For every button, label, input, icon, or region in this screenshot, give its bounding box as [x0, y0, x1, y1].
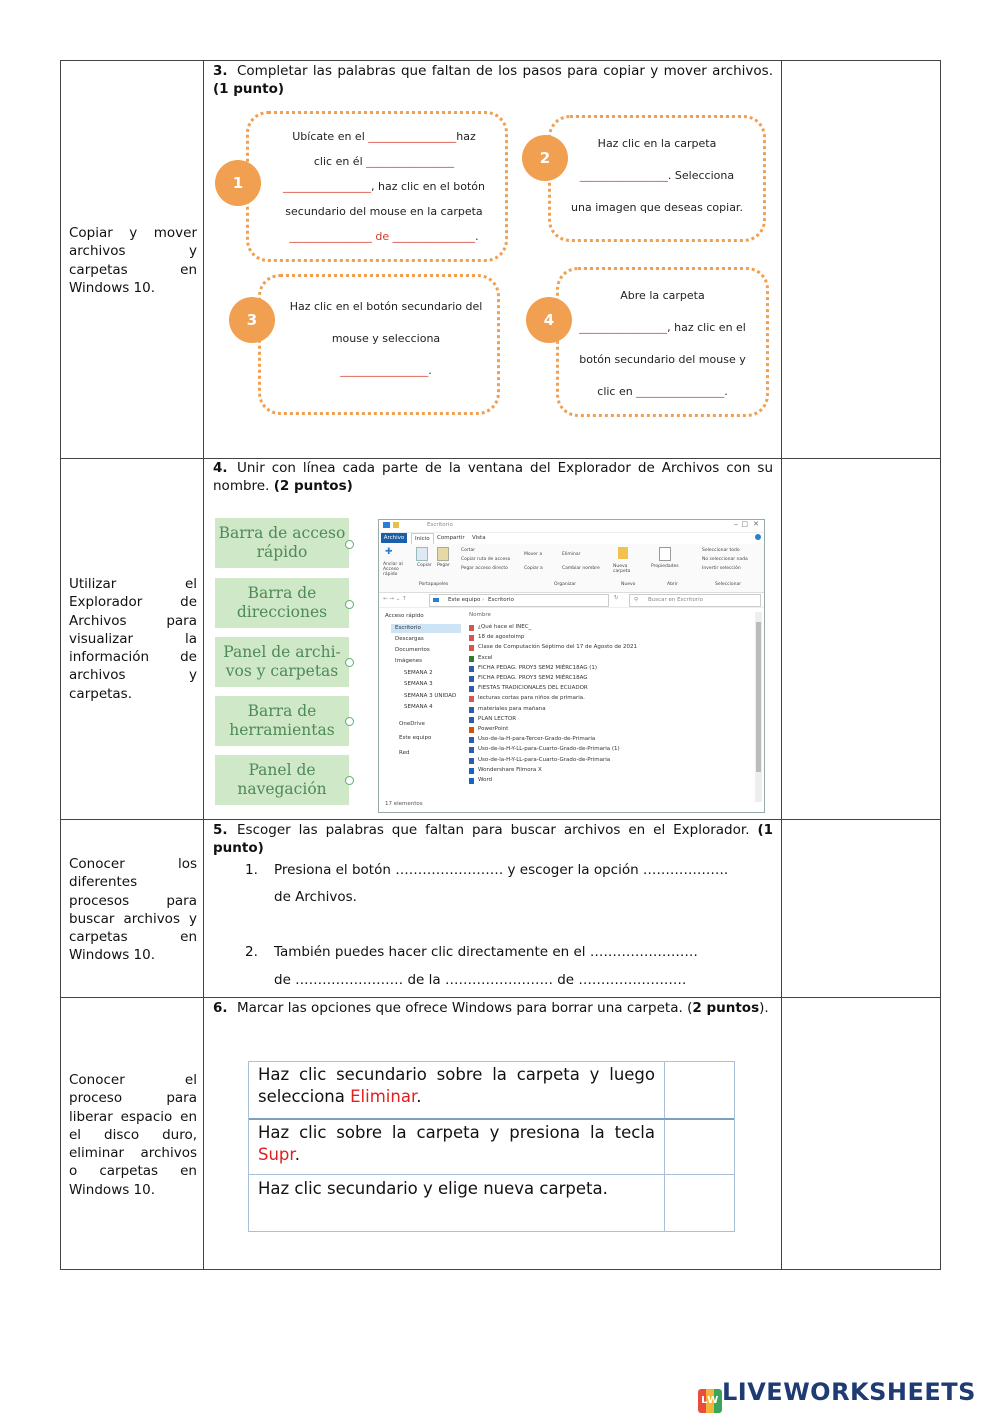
navigation-pane — [379, 609, 459, 799]
ribbon: ✚ Anclar al Acceso rápido Copiar Pegar Cortar Copiar ruta de acceso Pegar acceso directo Portapapeles Mover a Copiar a Eliminar Cambiar nombre Organizar Nueva carpeta Nuevo Propiedades Abrir Seleccionar todo No seleccionar nada Invertir selección Seleccionar — [379, 544, 764, 593]
step-1-blank-2[interactable]: ________________ — [366, 155, 455, 168]
close-icon: ✕ — [753, 520, 759, 528]
liveworksheets-logo: LW LIVEWORKSHEETS — [698, 1378, 976, 1413]
properties-icon — [659, 547, 671, 561]
file-icon — [469, 727, 474, 733]
column-divider-1 — [203, 61, 204, 1269]
file-name: FIESTAS TRADICIONALES DEL ECUADOR — [478, 685, 588, 692]
file-name: 18 de agostoimp — [478, 634, 525, 641]
step-1-blank-3[interactable]: ________________ — [283, 180, 372, 193]
file-name: lecturas cortas para niños de primaria. — [478, 695, 585, 702]
option-3-text: Haz clic secundario y elige nueva carpeta. — [258, 1179, 608, 1198]
nav-item[interactable]: SEMANA 2 — [404, 670, 433, 676]
brand-mark: LW — [698, 1389, 722, 1413]
file-list-pane — [461, 609, 751, 799]
connector-dot-2[interactable] — [345, 600, 354, 609]
nav-item[interactable]: SEMANA 4 — [404, 704, 433, 710]
step-1-badge: 1 — [215, 160, 261, 206]
step-1-box: Ubícate en el ________________haz clic en él ________________ ________________, haz clic en el botón secundario del mouse en la carpeta _______________ de _______________. — [246, 111, 508, 262]
scrollbar[interactable] — [755, 612, 762, 802]
file-icon — [469, 645, 474, 651]
step-3-blank-1[interactable]: ________________ — [340, 364, 429, 377]
file-icon — [469, 737, 474, 743]
option-1-checkbox[interactable] — [665, 1062, 735, 1118]
file-icon — [469, 625, 474, 631]
file-icon — [469, 686, 474, 692]
file-name: Clase de Computación Séptimo del 17 de Agosto de 2021 — [478, 644, 637, 651]
step-1-blank-1[interactable]: ________________ — [368, 130, 457, 143]
nav-item[interactable]: Acceso rápido — [385, 613, 424, 619]
nav-item[interactable]: Imágenes — [395, 658, 422, 664]
file-icon — [469, 778, 474, 784]
objective-row-2: Utilizar el Explorador de Archivos para visualizar la información de archivos y carpetas. — [69, 576, 197, 702]
ribbon-tabs: Archivo Inicio Compartir Vista — [379, 533, 764, 543]
file-icon — [469, 696, 474, 702]
search-box[interactable]: ⚲ Buscar en Escritorio — [629, 594, 761, 607]
option-2-text: Haz clic sobre la carpeta y presiona la tecla Supr. — [258, 1123, 655, 1164]
maximize-icon: □ — [741, 520, 748, 528]
nav-item[interactable]: Este equipo — [399, 735, 432, 741]
file-icon — [469, 768, 474, 774]
connector-dot-3[interactable] — [345, 658, 354, 667]
q5-item-2-number: 2. — [245, 944, 258, 960]
file-icon — [469, 635, 474, 641]
q5-item-1-line-2: de Archivos. — [274, 889, 357, 905]
nav-item[interactable]: Descargas — [395, 636, 424, 642]
folder-icon — [383, 522, 390, 528]
file-name: materiales para mañana — [478, 705, 546, 712]
address-bar[interactable]: Este equipo › Escritorio — [429, 594, 609, 607]
label-panel-navegacion[interactable]: Panel de navegación — [215, 755, 349, 805]
question-3-title: 3. Completar las palabras que faltan de los pasos para copiar y mover archivos. (1 punto) — [213, 63, 773, 97]
nav-item[interactable]: OneDrive — [399, 721, 425, 727]
label-barra-direcciones[interactable]: Barra de direcciones — [215, 578, 349, 628]
file-name: Uso-de-la-H-Y-LL-para-Cuarto-Grado-de-Primaria (1) — [478, 746, 620, 753]
nav-item[interactable]: Red — [399, 750, 410, 756]
refresh-icon[interactable]: ↻ — [614, 595, 619, 601]
status-bar: 17 elementos — [385, 801, 423, 807]
step-4-box: Abre la carpeta ________________, haz clic en el botón secundario del mouse y clic en ________________. — [556, 267, 769, 417]
file-name: ¿Qué hace el INEC_ — [478, 624, 532, 630]
q5-item-1-number: 1. — [245, 862, 258, 878]
options-divider-1 — [249, 1118, 734, 1120]
connector-dot-5[interactable] — [345, 776, 354, 785]
file-icon — [469, 717, 474, 723]
step-1-blank-4[interactable]: _______________ — [289, 230, 372, 243]
paste-icon — [437, 547, 449, 561]
file-name: FICHA PEDAG. PROY3 SEM2 MIÉRC18AG (1) — [478, 664, 598, 671]
row-divider-3 — [61, 997, 940, 998]
step-3-box: Haz clic en el botón secundario del mouse y selecciona ________________. — [258, 274, 500, 415]
step-4-blank-2[interactable]: ________________ — [636, 385, 725, 398]
file-icon — [469, 676, 474, 682]
step-2-blank-1[interactable]: ________________ — [579, 169, 668, 182]
options-divider-2 — [249, 1174, 734, 1175]
options-table — [248, 1061, 735, 1232]
nav-item[interactable]: Documentos — [395, 647, 430, 653]
option-3-checkbox[interactable] — [665, 1175, 735, 1232]
step-1-blank-5[interactable]: _______________ — [392, 230, 476, 243]
file-name: PowerPoint — [478, 726, 509, 732]
column-header[interactable]: Nombre — [469, 612, 491, 618]
objective-row-1: Copiar y mover archivos y carpetas en Windows 10. — [69, 225, 197, 296]
label-panel-archivos[interactable]: Panel de archi-vos y carpetas — [215, 637, 349, 687]
objective-row-4: Conocer el proceso para liberar espacio en el disco duro, eliminar archivos o carpetas en Windows 10. — [69, 1072, 197, 1198]
row-divider-2 — [61, 819, 940, 820]
connector-dot-4[interactable] — [345, 717, 354, 726]
file-icon — [469, 747, 474, 753]
file-icon — [469, 758, 474, 764]
option-2-checkbox[interactable] — [665, 1120, 735, 1174]
help-icon — [755, 534, 761, 540]
objective-row-3: Conocer los diferentes procesos para buscar archivos y carpetas en Windows 10. — [69, 856, 197, 964]
question-5-title: 5. Escoger las palabras que faltan para buscar archivos en el Explorador. (1 punto) — [213, 822, 774, 856]
nav-arrows-icon: ← → ⌄ ↑ — [383, 596, 407, 602]
step-3-badge: 3 — [229, 297, 275, 343]
question-6-title: 6. Marcar las opciones que ofrece Windows para borrar una carpeta. (2 puntos). — [213, 1000, 769, 1016]
file-icon — [469, 666, 474, 672]
title-bar: Escritorio – □ ✕ — [379, 520, 764, 533]
step-4-badge: 4 — [526, 297, 572, 343]
pin-icon: ✚ — [385, 547, 393, 557]
step-2-box: Haz clic en la carpeta ________________. Selecciona una imagen que deseas copiar. — [548, 115, 766, 242]
file-name: Excel — [478, 654, 493, 661]
q5-item-2-line-2[interactable]: de …………………… de la …………………… de …………………… — [274, 972, 687, 988]
step-4-blank-1[interactable]: ________________ — [579, 321, 668, 334]
copy-icon — [416, 547, 428, 561]
nav-item[interactable]: SEMANA 3 — [404, 681, 433, 687]
minimize-icon: – — [734, 520, 738, 529]
option-1-text: Haz clic secundario sobre la carpeta y luego selecciona Eliminar. — [258, 1065, 655, 1106]
file-icon — [469, 707, 474, 713]
file-name: Uso-de-la-H-para-Tercer-Grado-de-Primaria — [478, 736, 596, 743]
search-icon: ⚲ — [634, 597, 639, 603]
file-name: Uso-de-la-H-Y-LL-para-Cuarto-Grado-de-Primaria — [478, 756, 611, 763]
question-4-title: 4. Unir con línea cada parte de la ventana del Explorador de Archivos con su nombre. (2 puntos) — [213, 460, 773, 494]
label-barra-acceso-rapido[interactable]: Barra de acceso rápido — [215, 518, 349, 568]
column-divider-2 — [781, 61, 782, 1269]
nav-item[interactable]: SEMANA 3 UNIDAD — [404, 693, 457, 699]
file-explorer-image — [378, 519, 765, 813]
q5-item-2-line-1[interactable]: También puedes hacer clic directamente en el …………………… — [274, 944, 698, 960]
file-icon — [469, 656, 474, 662]
quick-access-icon — [393, 522, 399, 528]
label-barra-herramientas[interactable]: Barra de herramientas — [215, 696, 349, 746]
connector-dot-1[interactable] — [345, 540, 354, 549]
file-name: Word — [478, 777, 493, 783]
new-folder-icon — [618, 547, 628, 559]
file-name: Wondershare Filmora X — [478, 766, 542, 773]
nav-item-selected[interactable]: Escritorio — [391, 624, 461, 633]
address-bar-row — [379, 593, 764, 608]
step-2-badge: 2 — [522, 135, 568, 181]
file-name: PLAN LECTOR — [478, 715, 517, 722]
pc-icon — [433, 598, 439, 602]
q5-item-1-line-1[interactable]: Presiona el botón …………………… y escoger la opción ………………. — [274, 862, 729, 878]
file-name: FICHA PEDAG. PROY3 SEM2 MIÉRC18AG — [478, 675, 588, 681]
scrollbar-thumb[interactable] — [756, 622, 761, 772]
